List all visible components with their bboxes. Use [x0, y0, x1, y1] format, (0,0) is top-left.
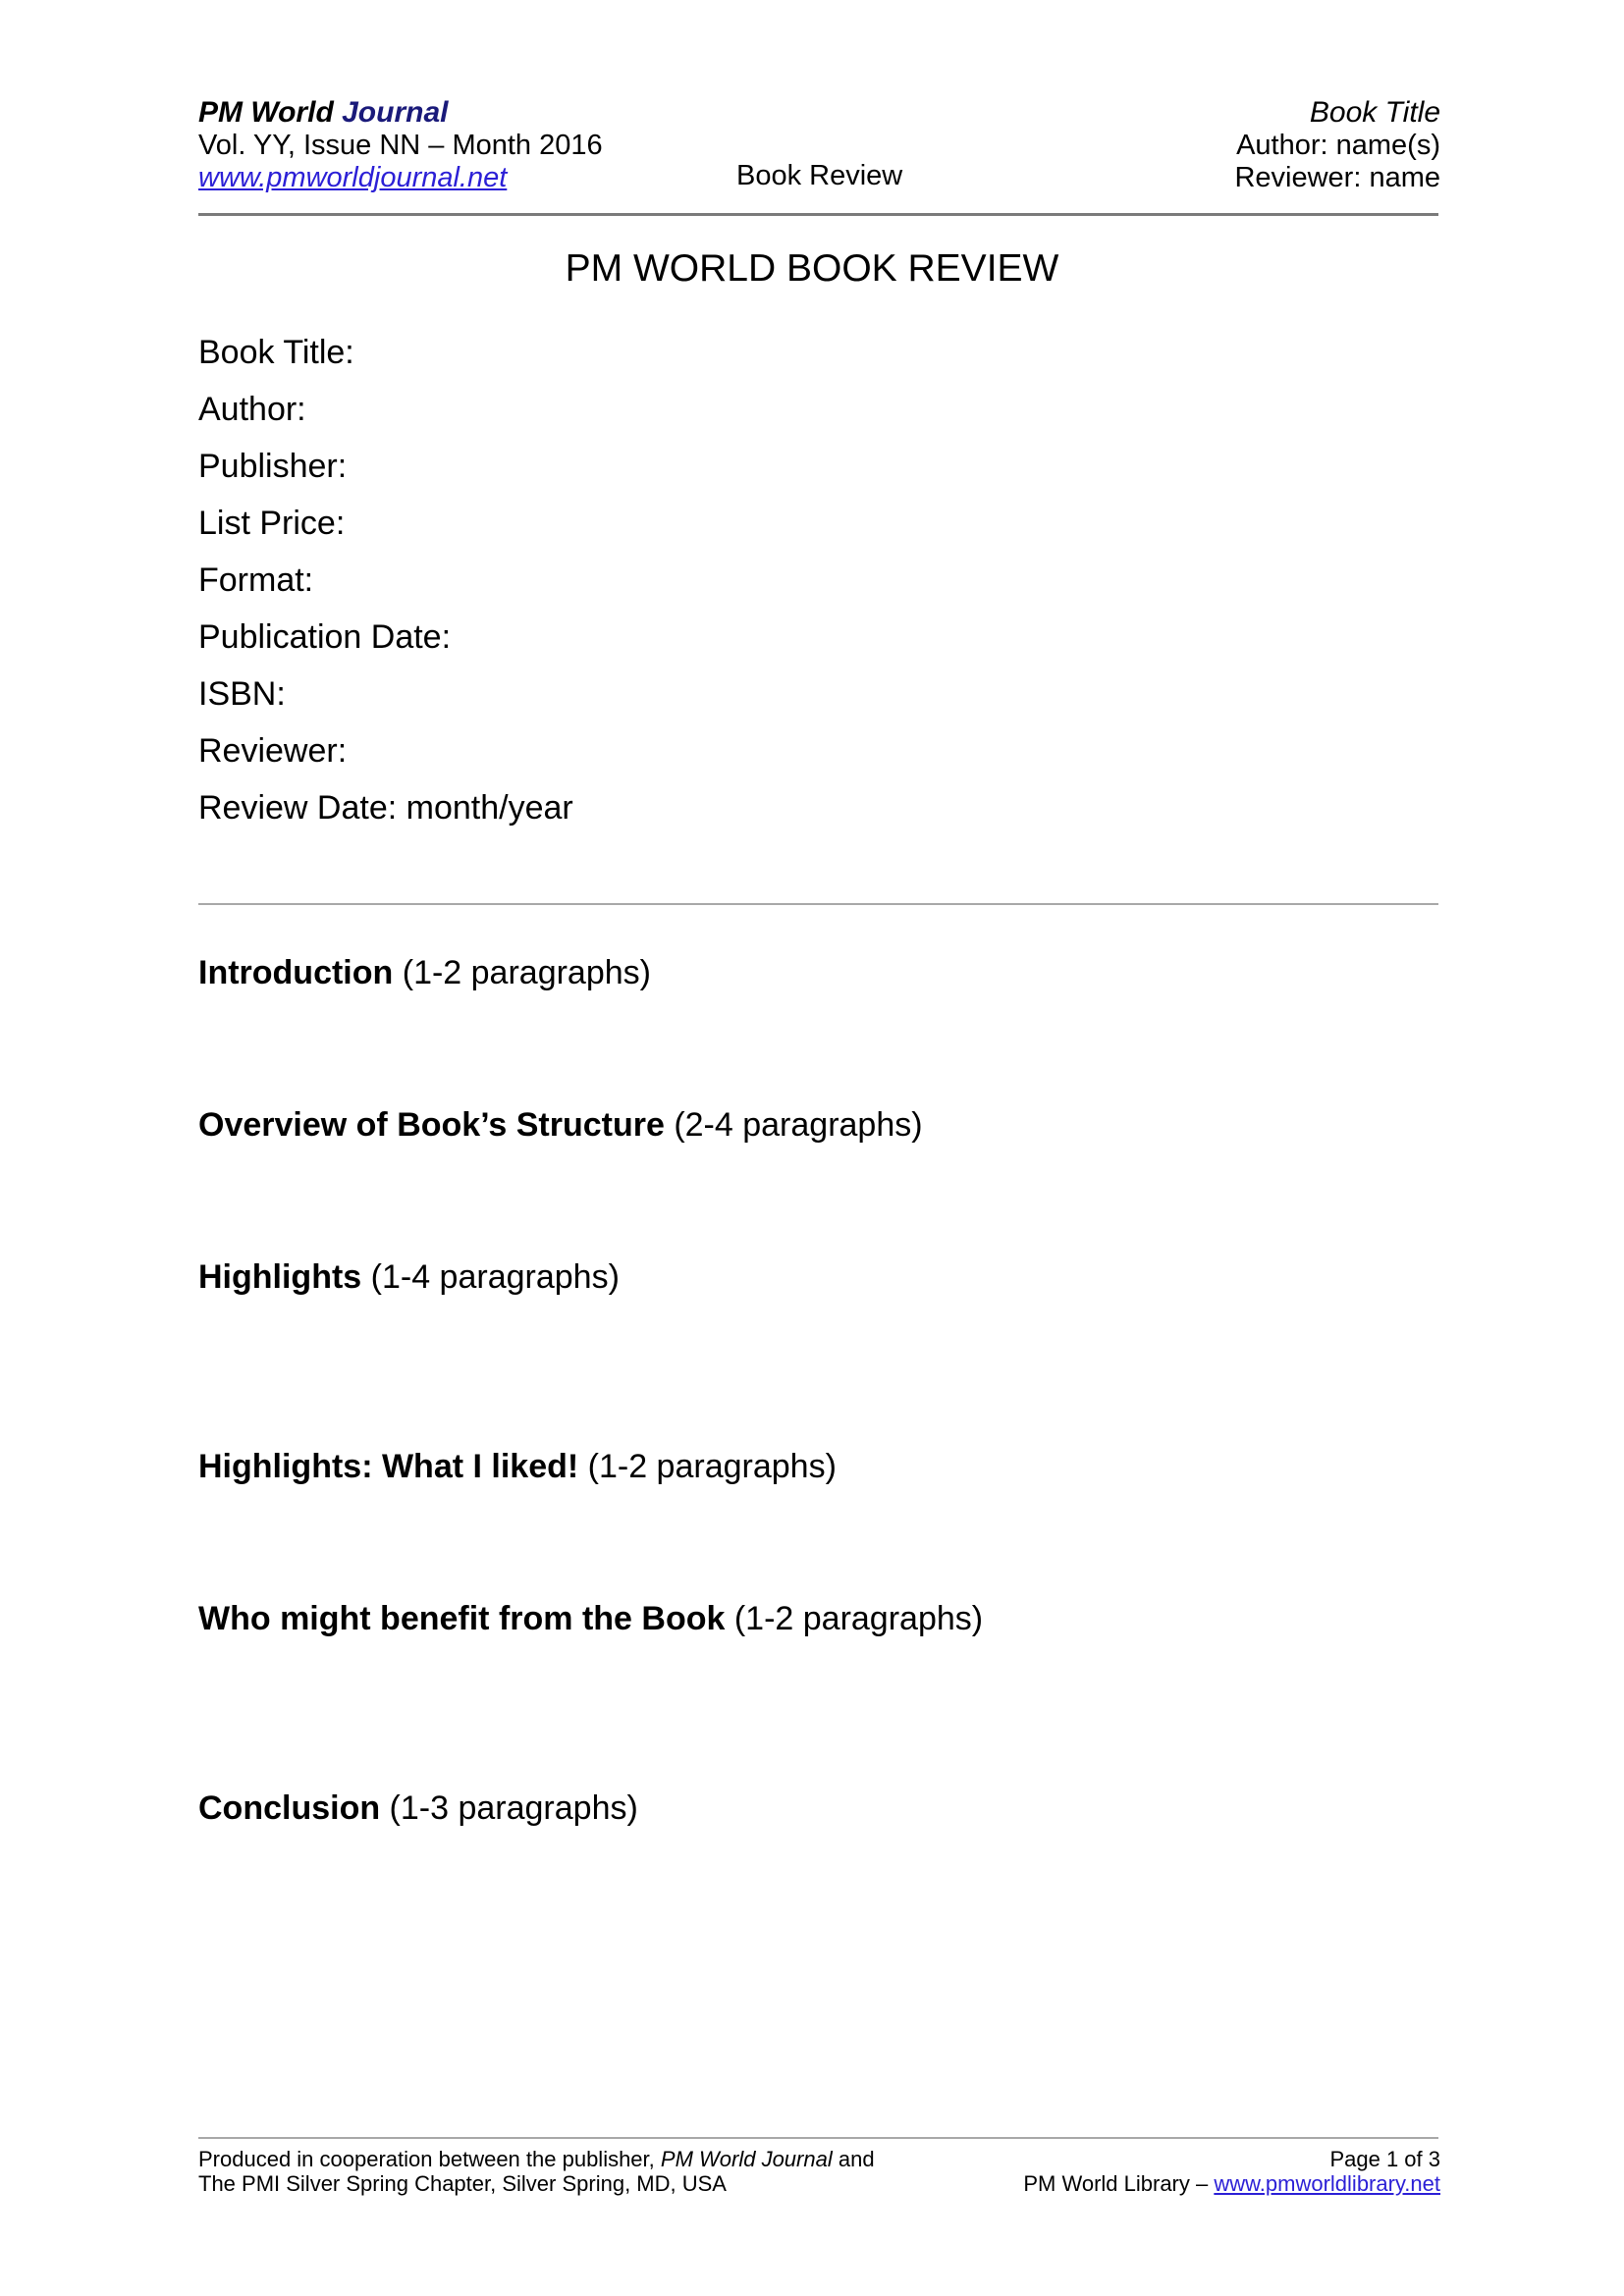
- field-publication-date: Publication Date:: [198, 618, 452, 656]
- header-center-label: Book Review: [736, 160, 903, 191]
- section-conclusion: Conclusion (1-3 paragraphs): [198, 1789, 638, 1827]
- header-reviewer: Reviewer: name: [1234, 162, 1440, 193]
- page-number: Page 1 of 3: [1329, 2147, 1440, 2171]
- section-divider: [198, 903, 1438, 905]
- section-what-i-liked: Highlights: What I liked! (1-2 paragraphs): [198, 1448, 837, 1485]
- header-left: [198, 96, 603, 194]
- footer-credit-line-1: Produced in cooperation between the publisher, PM World Journal and: [198, 2147, 875, 2171]
- library-link[interactable]: www.pmworldlibrary.net: [1214, 2171, 1440, 2196]
- footer-left: [198, 2147, 875, 2196]
- field-reviewer: Reviewer:: [198, 732, 348, 770]
- section-overview: Overview of Book’s Structure (2-4 paragraphs): [198, 1106, 923, 1144]
- page-title: PM WORLD BOOK REVIEW: [565, 247, 1059, 290]
- footer-rule: [198, 2137, 1438, 2139]
- library-line: PM World Library – www.pmworldlibrary.net: [1023, 2171, 1440, 2196]
- footer-right: [1023, 2147, 1440, 2196]
- header-rule: [198, 213, 1438, 216]
- field-format: Format:: [198, 561, 314, 599]
- header-author: Author: name(s): [1236, 130, 1440, 161]
- book-fields: [198, 328, 573, 840]
- section-who-might-benefit: Who might benefit from the Book (1-2 paragraphs): [198, 1600, 984, 1637]
- footer-credit-line-2: The PMI Silver Spring Chapter, Silver Spring, MD, USA: [198, 2171, 727, 2196]
- header-book-title: Book Title: [1309, 96, 1440, 129]
- journal-website-link[interactable]: www.pmworldjournal.net: [198, 162, 508, 193]
- journal-name: PM World Journal: [198, 96, 449, 129]
- field-book-title: Book Title:: [198, 334, 354, 371]
- header-right: [1234, 96, 1440, 194]
- field-author: Author:: [198, 391, 306, 428]
- field-list-price: List Price:: [198, 505, 346, 542]
- field-isbn: ISBN:: [198, 675, 286, 713]
- field-publisher: Publisher:: [198, 448, 348, 485]
- section-introduction: Introduction (1-2 paragraphs): [198, 954, 651, 991]
- section-highlights: Highlights (1-4 paragraphs): [198, 1258, 620, 1296]
- field-review-date: Review Date: month/year: [198, 789, 573, 827]
- volume-issue: Vol. YY, Issue NN – Month 2016: [198, 130, 603, 161]
